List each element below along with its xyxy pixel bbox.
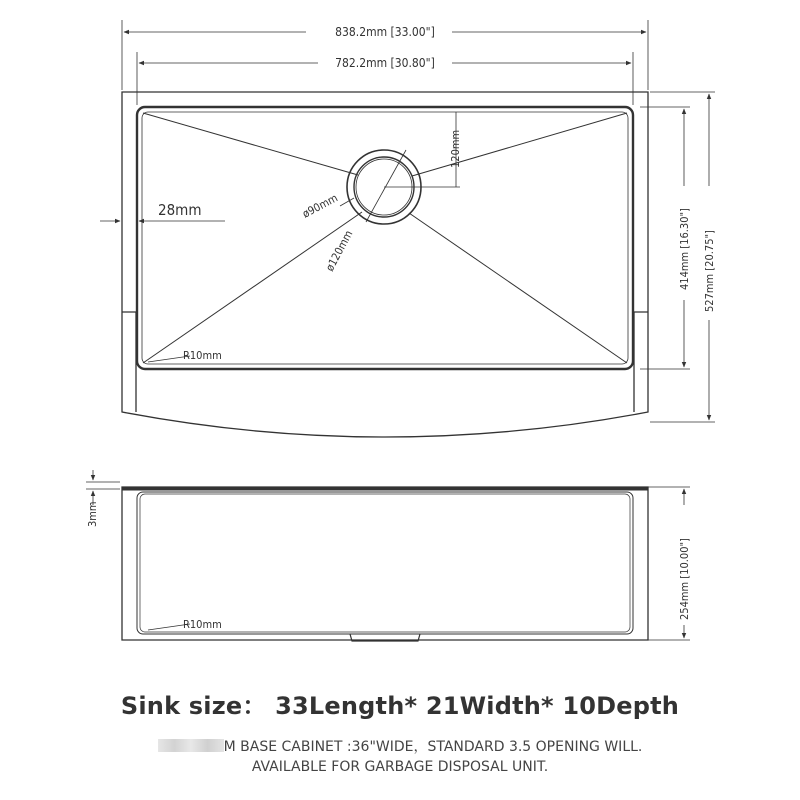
dim-corner-radius-top: R10mm	[183, 349, 222, 362]
dim-overall-depth: 527mm [20.75"]	[703, 230, 716, 312]
side-bowl-outline	[137, 492, 633, 634]
dim-drain-inner: ø90mm	[300, 191, 340, 221]
dim-bowl-width: 782.2mm [30.80"]	[335, 56, 435, 70]
dim-bowl-depth: 414mm [16.30"]	[678, 208, 691, 290]
dim-overall-width: 838.2mm [33.00"]	[335, 25, 435, 39]
dim-drain-outer: ø120mm	[323, 228, 356, 274]
cabinet-note-line2: AVAILABLE FOR GARBAGE DISPOSAL UNIT.	[251, 759, 549, 775]
dim-corner-radius-side: R10mm	[183, 618, 222, 631]
bowl-outline	[137, 107, 633, 369]
dim-bowl-height: 254mm [10.00"]	[678, 538, 691, 620]
redacted-text	[158, 739, 224, 752]
top-view	[122, 92, 648, 437]
dim-rim-thickness: 3mm	[86, 501, 99, 527]
dim-drain-offset: 120mm	[449, 129, 462, 168]
sink-size-caption: Sink size： 33Length* 21Width* 10Depth	[120, 692, 680, 720]
dim-wall-thickness: 28mm	[158, 201, 202, 219]
note-line1-text: M BASE CABINET :36"WIDE，STANDARD 3.5 OPENING WILL.	[223, 739, 643, 755]
apron-notch-right	[634, 312, 648, 412]
sink-outer-outline	[122, 92, 648, 437]
apron-notch-left	[122, 312, 136, 412]
cabinet-note-line1	[0, 736, 800, 756]
